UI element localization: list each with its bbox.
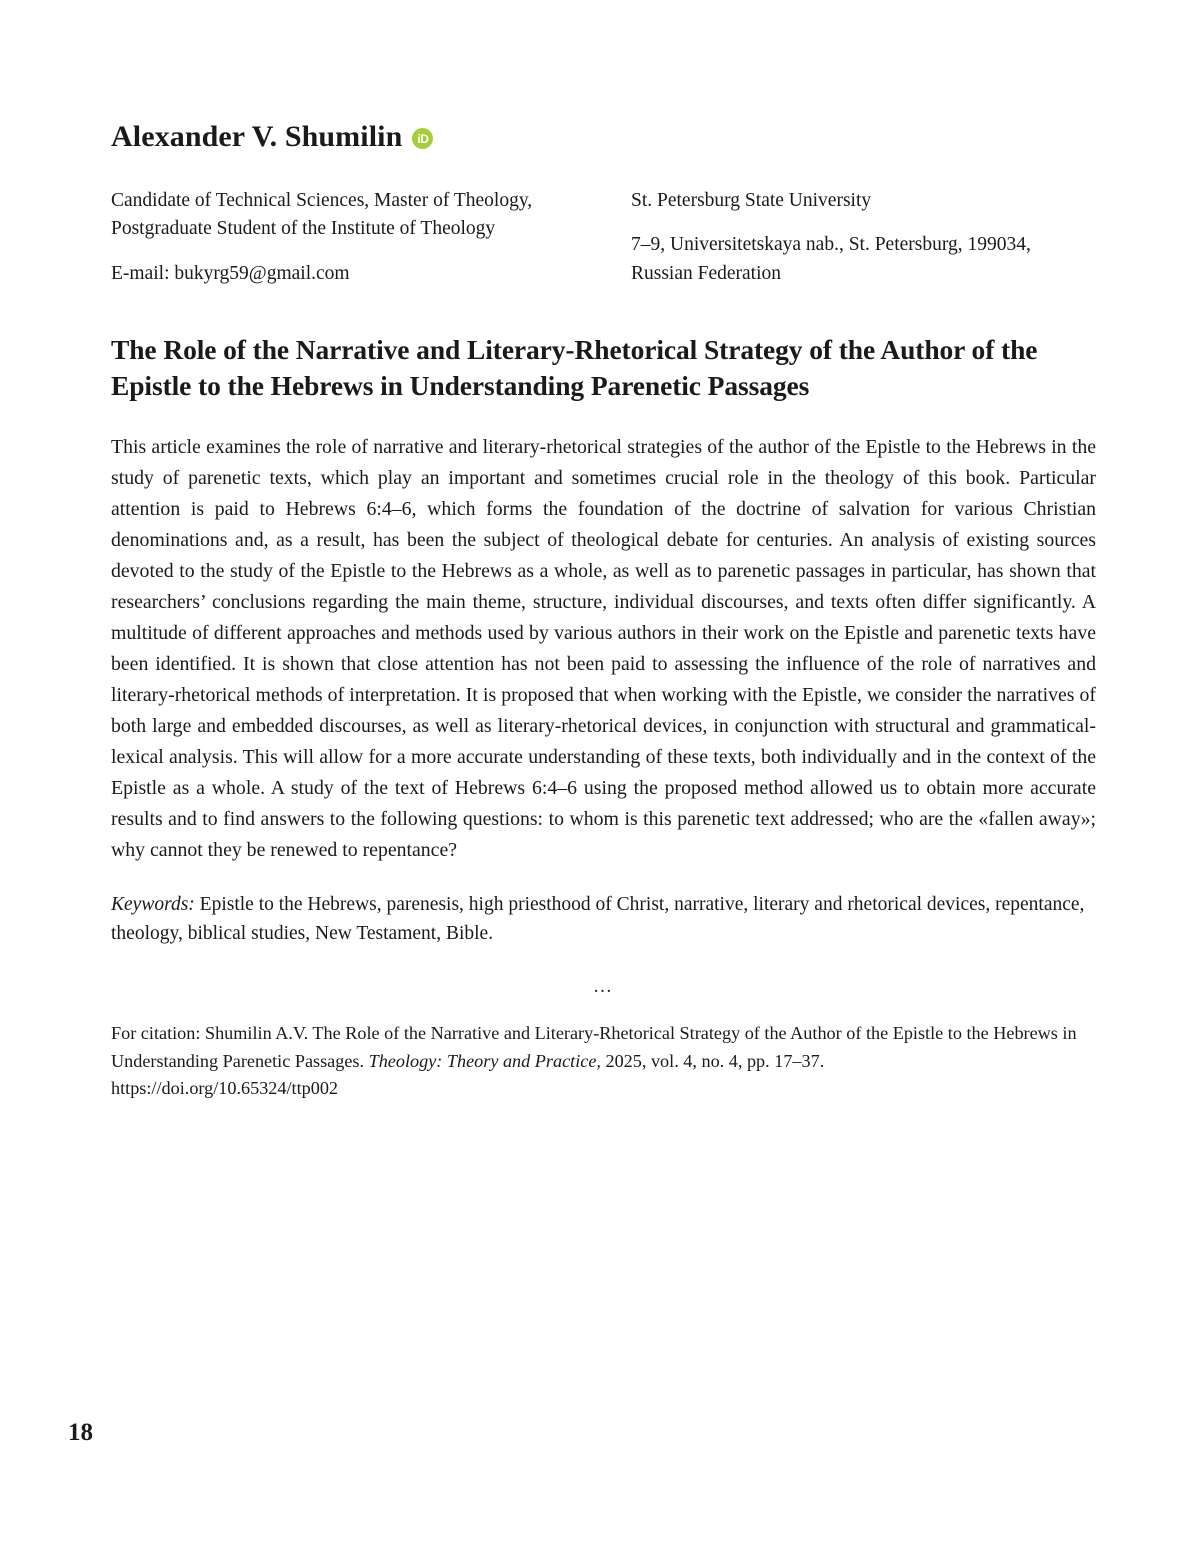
institution-address: 7–9, Universitetskaya nab., St. Petersburg, 199034, Russian Federation <box>631 234 1031 284</box>
email-value[interactable]: bukyrg59@gmail.com <box>174 262 350 284</box>
affiliation-left-column <box>111 187 631 288</box>
author-name: Alexander V. Shumilin <box>111 120 403 153</box>
keywords-label: Keywords: <box>111 893 195 915</box>
article-abstract: This article examines the role of narrative and literary-rhetorical strategies of the author of the Epistle to the Hebrews in the study of parenetic texts, which play an important and sometimes crucial role in the theology of this book. Particular attention is paid to Hebrews 6:4–6, which forms the foundation of the doctrine of salvation for various Christian denominations and, as a result, has been the subject of theological debate for centuries. An analysis of existing sources devoted to the study of the Epistle to the Hebrews as a whole, as well as to parenetic passages in particular, has shown that researchers’ conclusions regarding the main theme, structure, individual discourses, and texts often differ significantly. A multitude of different approaches and methods used by various authors in their work on the Epistle and parenetic texts have been identified. It is shown that close attention has not been paid to assessing the influence of the role of narratives and literary-rhetorical methods of interpretation. It is proposed that when working with the Epistle, we consider the narratives of both large and embedded discourses, as well as literary-rhetorical devices, in conjunction with structural and grammatical-lexical analysis. This will allow for a more accurate understanding of these texts, both individually and in the context of the Epistle as a whole. A study of the text of Hebrews 6:4–6 using the proposed method allowed us to obtain more accurate results and to find answers to the following questions: to whom is this parenetic text addressed; who are the «fallen away»; why cannot they be renewed to repentance? <box>111 436 1096 861</box>
keywords-line <box>111 890 1096 949</box>
citation-doi[interactable]: https://doi.org/10.65324/ttp002 <box>111 1078 339 1099</box>
keywords-values: Epistle to the Hebrews, parenesis, high priesthood of Christ, narrative, literary and rhetorical devices, repentance, theology, biblical studies, New Testament, Bible. <box>111 893 1085 945</box>
article-title: The Role of the Narrative and Literary-Rhetorical Strategy of the Author of the Epistle to the Hebrews in Understanding Parenetic Passages <box>111 333 1038 402</box>
citation-prefix: For citation: Shumilin A.V. The Role of the Narrative and Literary-Rhetorical Strategy of the Author of the Epistle to the Hebrews in Understanding Parenetic Passages. <box>111 1023 1077 1071</box>
affiliation-right-column <box>631 187 1096 288</box>
article-header <box>111 120 1096 1102</box>
institution-name: St. Petersburg State University <box>631 190 872 211</box>
citation-block <box>111 1020 1096 1102</box>
affiliation-block <box>111 187 1096 288</box>
section-separator: … <box>593 976 614 998</box>
orcid-icon[interactable]: iD <box>412 128 433 149</box>
citation-journal: Theology: Theory and Practice, <box>368 1050 601 1071</box>
email-label: E-mail: <box>111 262 170 284</box>
author-position: Candidate of Technical Sciences, Master of Theology, Postgraduate Student of the Institute of Theology <box>111 190 533 240</box>
page-number: 18 <box>68 1419 93 1446</box>
author-email-line <box>111 260 601 288</box>
citation-details: 2025, vol. 4, no. 4, pp. 17–37. <box>605 1050 825 1071</box>
author-block <box>111 120 1096 153</box>
